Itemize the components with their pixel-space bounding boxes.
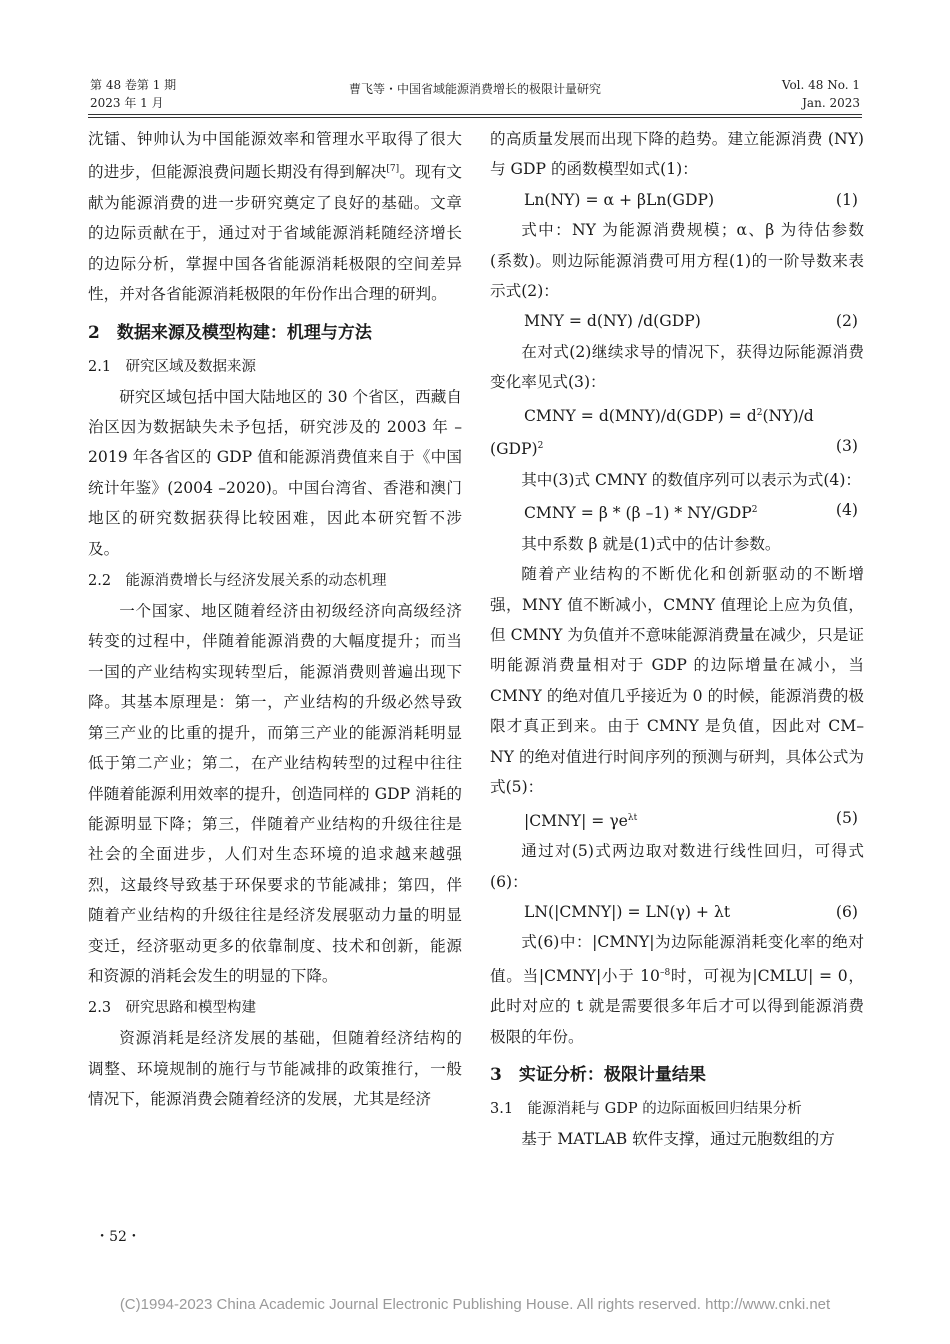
paragraph: 式(6)中：|CMNY|为边际能源消耗变化率的绝对值。当|CMNY|小于 $10^{-8}$时，可视为|CMLU| = 0，此时对应的 t 就是需要很多年后才可以得到能源消费极限的年份。	[490, 933, 864, 1046]
paragraph: 通过对(5)式两边取对数进行线性回归，可得式(6)：	[490, 842, 864, 891]
subsection-heading: 2.2 能源消费增长与经济发展关系的动态机理	[88, 573, 387, 590]
equation-number: (4)	[835, 501, 858, 520]
paragraph: 随着产业结构的不断优化和创新驱动的不断增强，MNY 值不断减小，CMNY 值理论上应为负值，但 CMNY 为负值并不意味能源消费量在减少，只是证明能源消费量相对于 GDP 的边际增量在减小，当 CMNY 的绝对值几乎接近为 0 的时候，能源消费的极限才真正到来。由于 CMNY 是负值，因此对 CM–NY 的绝对值进行时间序列的预测与研判，具体公式为式(5)：	[490, 565, 864, 797]
journal-volume: 第 48 卷第 1 期	[90, 78, 177, 92]
equation-6: LN(|CMNY|) = LN(γ) + λt (6)	[490, 897, 864, 927]
equation-2: MNY = d(NY) /d(GDP) (2)	[490, 306, 864, 336]
left-column	[88, 124, 462, 1115]
copyright-watermark: (C)1994-2023 China Academic Journal Electronic Publishing House. All rights reserved. http://www.cnki.net	[119, 1296, 831, 1313]
equation-number: (2)	[835, 312, 858, 331]
paragraph: 资源消耗是经济发展的基础，但随着经济结构的调整、环境规制的施行与节能减排的政策推行，一般情况下，能源消费会随着经济的发展，尤其是经济	[88, 1029, 462, 1109]
paragraph: 其中系数 β 就是(1)式中的估计参数。	[521, 534, 781, 553]
running-title: 曹飞等・中国省域能源消费增长的极限计量研究	[348, 82, 601, 96]
paragraph: 其中(3)式 CMNY 的数值序列可以表示为式(4)：	[521, 470, 862, 489]
page-number: ・52・	[95, 1229, 141, 1245]
equation-1: Ln(NY) = α + βLn(GDP) (1)	[490, 185, 864, 215]
paragraph: 的高质量发展而出现下降的趋势。建立能源消费 (NY) 与 GDP 的函数模型如式(1)：	[490, 130, 864, 179]
subsection-heading: 2.1 研究区域及数据来源	[88, 358, 257, 375]
journal-date: 2023 年 1 月	[90, 96, 164, 110]
header-right	[782, 76, 860, 112]
paragraph: 基于 MATLAB 软件支撑，通过元胞数组的方	[521, 1130, 835, 1149]
paragraph: 研究区域包括中国大陆地区的 30 个省区，西藏自治区因为数据缺失未予包括，研究涉及的 2003 年 –2019 年各省区的 GDP 值和能源消费值来自于《中国统计年鉴》(2004 –2020)。中国台湾省、香港和澳门地区的研究数据获得比较困难，因此本研究暂不涉及。	[88, 387, 462, 558]
header-rule-top	[88, 114, 862, 115]
citation[interactable]: [7]	[386, 164, 400, 175]
equation-4: CMNY = β * (β –1) * NY/GDP$^2$ (4)	[490, 495, 864, 529]
paragraph: 式中：NY 为能源消费规模；α、β 为待估参数 (系数)。则边际能源消费可用方程(1)的一阶导数来表示式(2)：	[490, 221, 864, 301]
subsection-heading: 2.3 研究思路和模型构建	[88, 1000, 257, 1017]
paragraph: 在对式(2)继续求导的情况下，获得边际能源消费变化率见式(3)：	[490, 342, 864, 392]
right-column	[490, 124, 864, 1155]
equation-number: (5)	[835, 808, 858, 827]
paragraph: 一个国家、地区随着经济由初级经济向高级经济转变的过程中，伴随着能源消费的大幅度提升；而当一国的产业结构实现转型后，能源消费则普遍出现下降。其基本原理是：第一，产业结构的升级必然导致第三产业的比重的提升，而第三产业的能源消耗明显低于第二产业；第二，在产业结构转型的过程中往往伴随着能源利用效率的提升，创造同样的 GDP 消耗的能源明显下降；第三，伴随着产业结构的升级往往是社会的全面进步，人们对生态环境的追求越来越强烈，这最终导致基于环保要求的节能减排；第四，伴随着产业结构的升级往往是经济发展驱动力量的明显变迁，经济驱动更多的依靠制度、技术和创新，能源和资源的消耗会发生的明显的下降。	[88, 602, 462, 985]
journal-volume-en: Vol. 48 No. 1	[781, 78, 860, 92]
paragraph: 沈镭、钟帅认为中国能源效率和管理水平取得了很大的进步，但能源浪费问题长期没有得到解决[7]。现有文献为能源消费的进一步研究奠定了良好的基础。文章的边际贡献在于，通过对于省域能源消耗随经济增长的边际分析，掌握中国各省能源消耗极限的空间差异性，并对各省能源消耗极限的年份作出合理的研判。	[88, 130, 462, 304]
equation-5: |CMNY| = $\gamma e^{\lambda t}$ (5)	[490, 803, 864, 837]
section-heading: 3 实证分析：极限计量结果	[490, 1065, 706, 1086]
equation-number: (6)	[835, 902, 858, 921]
section-heading: 2 数据来源及模型构建：机理与方法	[88, 322, 372, 343]
equation-3: CMNY = $d(MNY)/d(GDP) = d^2(NY)/d$	[524, 406, 814, 425]
equation-3-cont: (GDP)$^2$ (3)	[490, 431, 864, 465]
header-rule-bottom	[88, 117, 862, 118]
equation-number: (1)	[835, 190, 858, 209]
journal-date-en: Jan. 2023	[802, 96, 860, 110]
equation-number: (3)	[835, 437, 858, 456]
subsection-heading: 3.1 能源消耗与 GDP 的边际面板回归结果分析	[490, 1101, 802, 1118]
